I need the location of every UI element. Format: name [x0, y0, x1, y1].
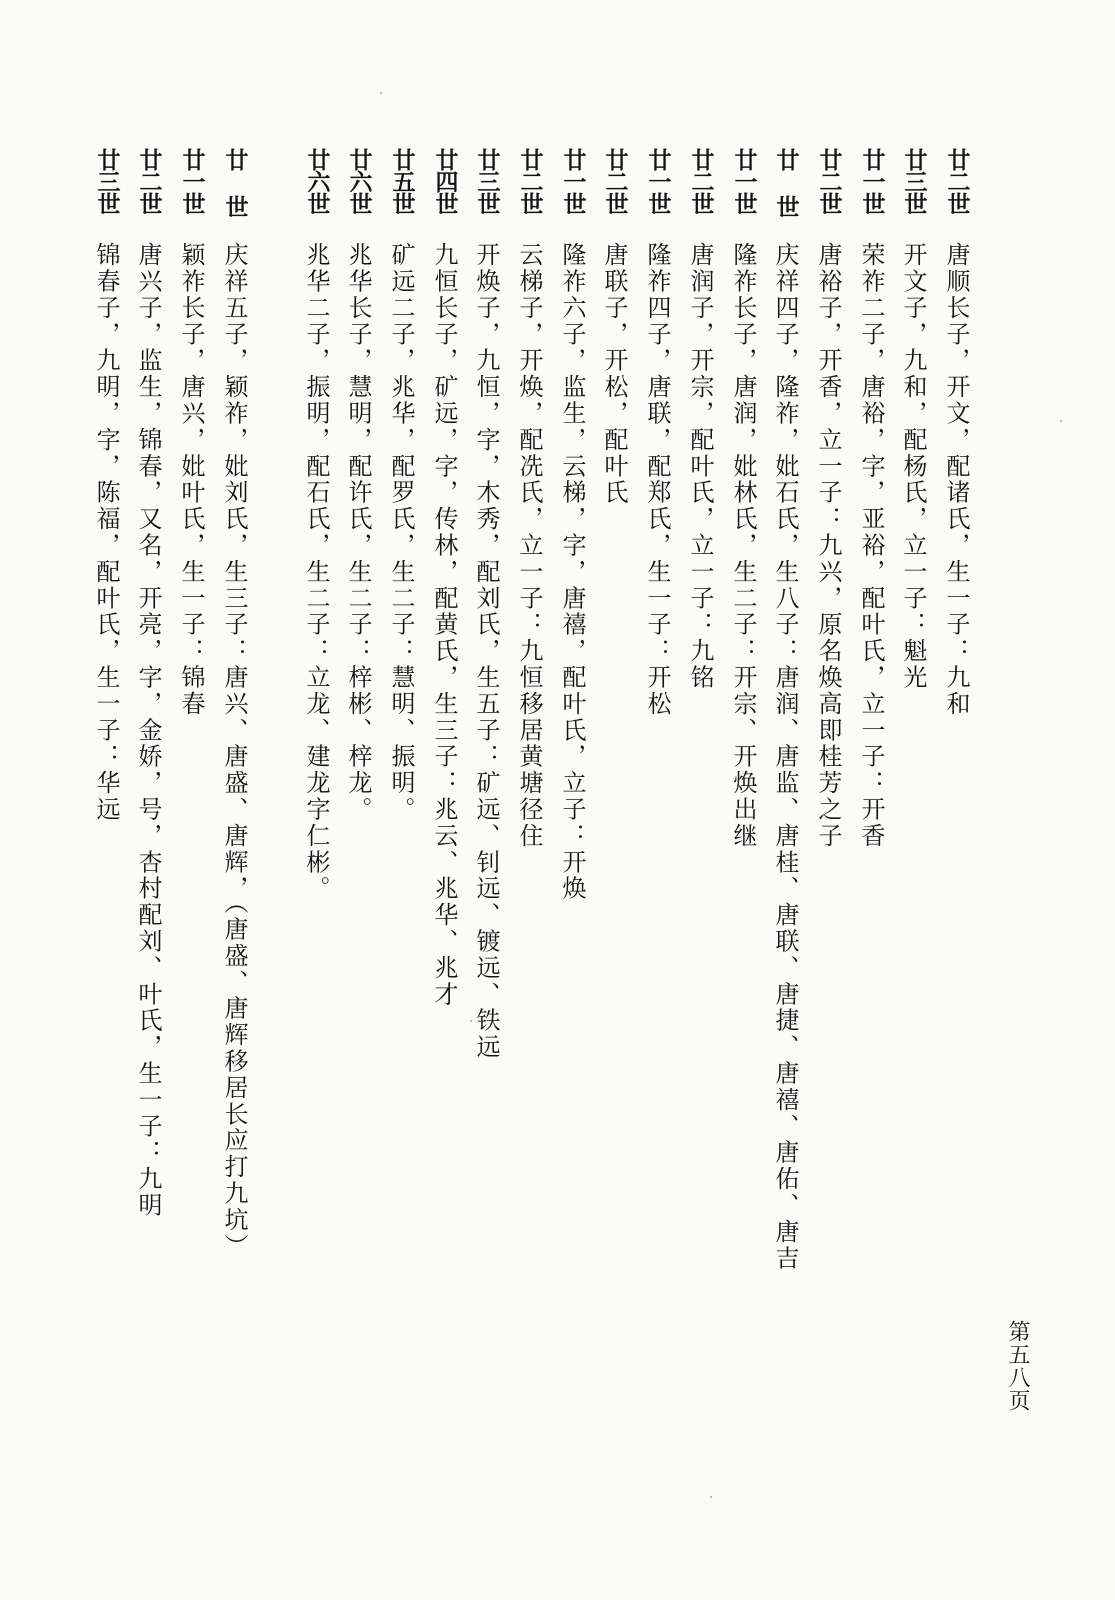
entry-text: 云梯子，开焕，配冼氏，立一子：九恒移居黄塘径住 — [515, 242, 543, 850]
entry-column — [812, 148, 844, 849]
entry-column — [428, 148, 460, 1008]
generation-label: 廿一世 — [730, 148, 757, 214]
scan-speck — [710, 1496, 712, 1498]
generation-label: 廿三世 — [473, 148, 500, 214]
entry-text: 唐顺长子，开文，配诸氏，生一子：九和 — [942, 242, 970, 718]
generation-label: 廿三世 — [93, 148, 120, 214]
generation-label: 廿五世 — [388, 148, 415, 214]
entry-column — [300, 148, 332, 902]
page-number: 第五八页 — [1005, 1320, 1030, 1412]
entry-column — [513, 148, 545, 849]
entry-column — [385, 148, 417, 823]
generation-label: 廿四世 — [431, 148, 458, 214]
generation-label: 廿二世 — [815, 148, 842, 214]
entry-column — [940, 148, 972, 717]
entry-text: 唐润子，开宗，配叶氏，立一子：九铭 — [686, 242, 714, 691]
entry-column — [342, 148, 374, 823]
generation-label: 廿六世 — [345, 148, 372, 214]
entry-column — [641, 148, 673, 717]
entry-text: 锦春子，九明，字，陈福，配叶氏，生一子：华远 — [92, 242, 120, 823]
scan-speck — [470, 1020, 472, 1022]
generation-label: 廿 世 — [221, 148, 248, 217]
entry-column — [556, 148, 588, 902]
entry-text: 开文子，九和，配杨氏，立一子：魁光 — [899, 242, 927, 691]
entry-text: 兆华长子，慧明，配许氏，生二子：梓彬、梓龙。 — [344, 242, 372, 823]
entry-column — [175, 148, 207, 717]
entry-column — [684, 148, 716, 691]
entry-text: 隆祚六子，监生，云梯，字，唐禧，配叶氏，立子：开焕 — [558, 242, 586, 902]
entry-text: 唐联子，开松，配叶氏 — [600, 242, 628, 506]
entry-text: 荣祚二子，唐裕，字，亚裕，配叶氏，立一子：开香 — [857, 242, 885, 850]
generation-label: 廿二世 — [601, 148, 628, 214]
generation-label: 廿一世 — [858, 148, 885, 214]
entry-text: 唐兴子，监生，锦春，又名，开亮，字，金娇，号，杏村配刘、叶氏，生一子：九明 — [134, 242, 162, 1219]
entry-text: 隆祚四子，唐联，配郑氏，生一子：开松 — [643, 242, 671, 718]
entry-text: 颖祚长子，唐兴，妣叶氏，生一子：锦春 — [177, 242, 205, 718]
entry-column — [218, 148, 250, 1260]
entry-column — [855, 148, 887, 849]
entry-text: 兆华二子，振明，配石氏，生二子：立龙、建龙字仁彬。 — [302, 242, 330, 902]
generation-label: 廿一世 — [178, 148, 205, 214]
entry-text: 开焕子，九恒，字，木秀，配刘氏，生五子：矿远、钊远、镀远、铁远 — [472, 242, 500, 1061]
generation-label: 廿三世 — [900, 148, 927, 214]
generation-label: 廿二世 — [135, 148, 162, 214]
entry-text: 九恒长子，矿远，字，传林，配黄氏，生三子：兆云、兆华、兆才 — [430, 242, 458, 1008]
entry-column — [90, 148, 122, 823]
entry-column — [132, 148, 164, 1219]
entry-column — [897, 148, 929, 691]
entry-column — [769, 148, 801, 1272]
entry-column — [598, 148, 630, 506]
entry-text: 矿远二子，兆华，配罗氏，生二子：慧明、振明。 — [387, 242, 415, 823]
generation-label: 廿 世 — [772, 148, 799, 217]
entry-column — [470, 148, 502, 1060]
generation-label: 廿二世 — [943, 148, 970, 214]
entry-text: 唐裕子，开香，立一子：九兴，原名焕高即桂芳之子 — [814, 242, 842, 850]
entry-text: 隆祚长子，唐润，妣林氏，生二子：开宗、开焕出继 — [729, 242, 757, 850]
entry-text: 庆祥五子，颖祚，妣刘氏，生三子：唐兴、唐盛、唐辉，（唐盛、唐辉移居长应打九坑） — [220, 242, 248, 1260]
entry-column — [727, 148, 759, 849]
scan-speck — [1060, 420, 1062, 422]
generation-label: 廿二世 — [687, 148, 714, 214]
generation-label: 廿一世 — [559, 148, 586, 214]
generation-label: 廿六世 — [303, 148, 330, 214]
scan-speck — [380, 92, 382, 94]
generation-label: 廿一世 — [644, 148, 671, 214]
entry-text: 庆祥四子，隆祚，妣石氏，生八子：唐润、唐监、唐桂、唐联、唐捷、唐禧、唐佑、唐吉 — [771, 242, 799, 1272]
generation-label: 廿二世 — [516, 148, 543, 214]
